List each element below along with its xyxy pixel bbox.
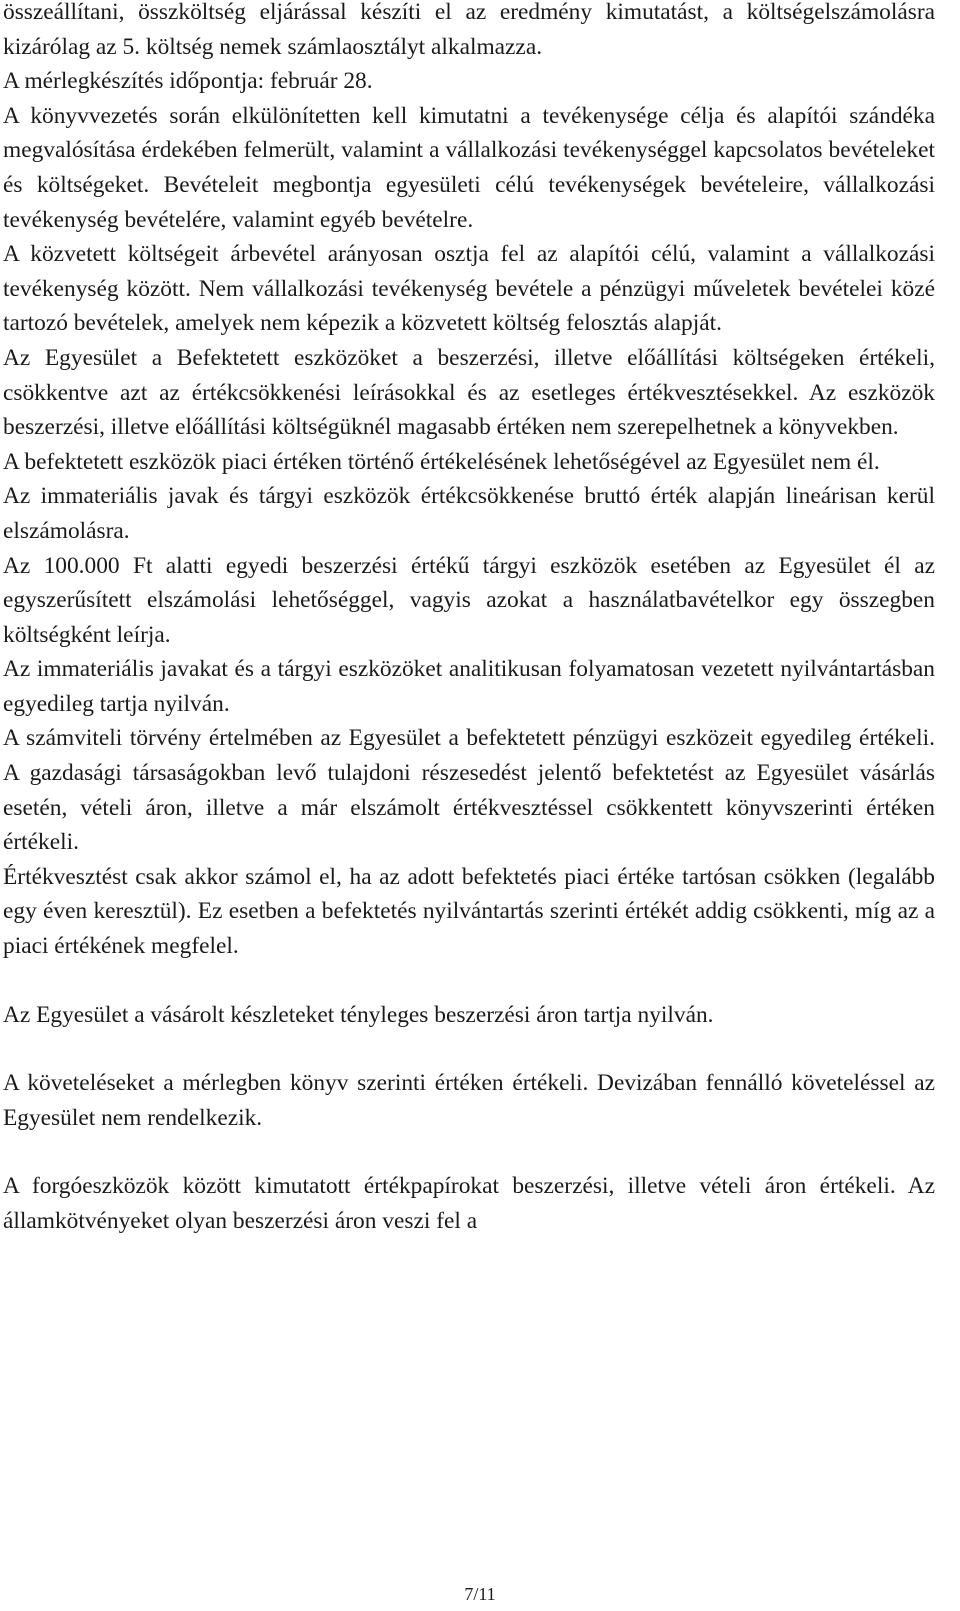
paragraph-inventory: Az Egyesület a vásárolt készleteket tényleges beszerzési áron tartja nyilván. [3, 1001, 714, 1028]
paragraph-depreciation: Az immateriális javak és tárgyi eszközök értékcsökkenése bruttó érték alapján lineárisan kerül elszámolásra. [3, 483, 935, 544]
paragraph-market-value: A befektetett eszközök piaci értéken történő értékelésének lehetőségével az Egyesület nem él. [3, 448, 880, 475]
paragraph-receivables: A követeléseket a mérlegben könyv szerinti értéken értékeli. Devizában fennálló követeléssel az Egyesület nem rendelkezik. [3, 1070, 935, 1131]
paragraph-asset-register: Az immateriális javakat és a tárgyi eszközöket analitikusan folyamatosan vezetett nyilvántartásban egyedileg tartja nyilván. [3, 656, 935, 717]
paragraph-impairment: Értékvesztést csak akkor számol el, ha az adott befektetés piaci értéke tartósan csökken (legalább egy éven keresztül). Ez esetben a befektetés nyilvántartás szerinti értékét addig csökkenti, míg az a piaci értékének megfelel. [3, 863, 935, 960]
paragraph-cost-accounting: összeállítani, összköltség eljárással készíti el az eredmény kimutatást, a költségelszámolásra kizárólag az 5. költség nemek számlaosztályt alkalmazza. [3, 0, 935, 60]
paragraph-securities: A forgóeszközök között kimutatott értékpapírokat beszerzési, illetve vételi áron értékeli. Az államkötvényeket olyan beszerzési áron veszi fel a [3, 1173, 935, 1234]
paragraph-small-assets: Az 100.000 Ft alatti egyedi beszerzési értékű tárgyi eszközök esetében az Egyesület él az egyszerűsített elszámolási lehetőséggel, vagyis azokat a használatbavételkor egy összegben költségként leírja. [3, 552, 935, 648]
paragraph-fixed-assets-valuation: Az Egyesület a Befektetett eszközöket a beszerzési, illetve előállítási költségeken értékeli, csökkentve azt az értékcsökkenési leírásokkal és az esetleges értékvesztésekkel. Az eszközök beszerzési, illetve előállítási költségüknél magasabb értéken nem szerepelhetnek a könyvekben. [3, 344, 935, 441]
paragraph-balance-date: A mérlegkészítés időpontja: február 28. [3, 68, 373, 95]
paragraph-bookkeeping-separation: A könyvvezetés során elkülönítetten kell kimutatni a tevékenysége célja és alapítói szándéka megvalósítása érdekében felmerült, valamint a vállalkozási tevékenységgel kapcsolatos bevételeket és költségeket. Bevételeit megbontja egyesületi célú tevékenységek bevételeire, vállalkozási tevékenység bevételére, valamint egyéb bevételre. [3, 102, 935, 233]
page-number: 7/11 [464, 1584, 496, 1604]
paragraph-indirect-costs: A közvetett költségeit árbevétel arányosan osztja fel az alapítói célú, valamint a vállalkozási tevékenység között. Nem vállalkozási tevékenység bevétele a pénzügyi műveletek bevételei közé tartozó bevételek, amelyek nem képezik a közvetett költség felosztás alapját. [3, 241, 935, 337]
document-body [3, 0, 935, 1239]
paragraph-financial-investments: A számviteli törvény értelmében az Egyesület a befektetett pénzügyi eszközeit egyedileg értékeli. A gazdasági társaságokban levő tulajdoni részesedést jelentő befektetést az Egyesület vásárlás esetén, vételi áron, illetve a már elszámolt értékvesztéssel csökkentett könyvszerinti értéken értékeli. [3, 725, 935, 856]
